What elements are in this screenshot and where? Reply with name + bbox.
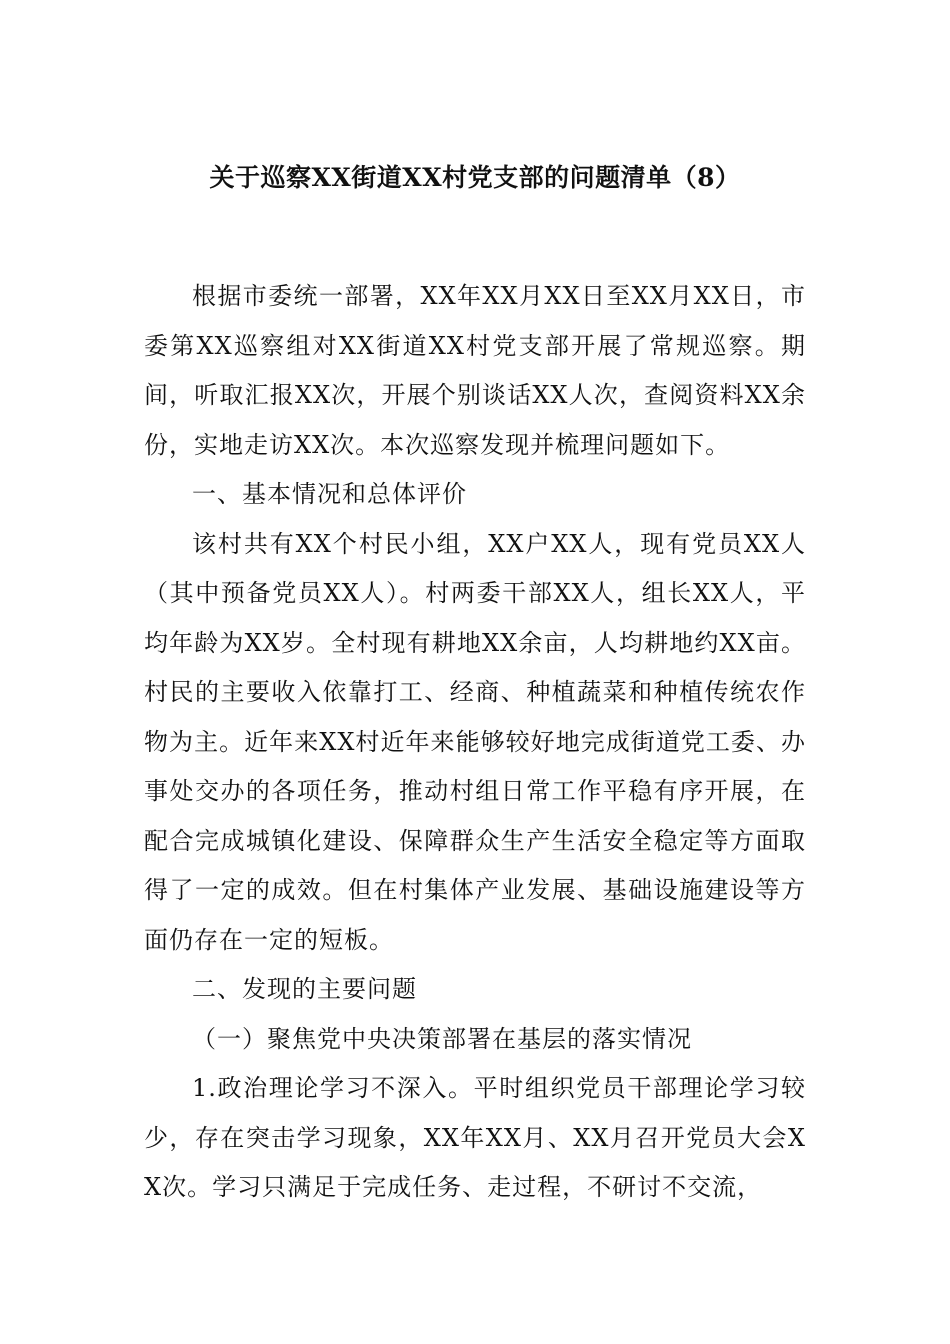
subsection-heading-central-policy: （一）聚焦党中央决策部署在基层的落实情况 [192,1024,692,1053]
problem-item-1-paragraph: 1.政治理论学习不深入。平时组织党员干部理论学习较少，存在突击学习现象，XX年XX月、XX月召开党员大会XX次。学习只满足于完成任务、走过程，不研讨不交流， [144,1074,806,1201]
section-heading-main-problems: 二、发现的主要问题 [192,975,417,1003]
basic-situation-paragraph: 该村共有XX个村民小组，XX户XX人，现有党员XX人（其中预备党员XX人）。村两委干部XX人，组长XX人，平均年龄为XX岁。全村现有耕地XX余亩，人均耕地约XX亩。村民的主要收入依靠打工、经商、种植蔬菜和种植传统农作物为主。近年来XX村近年来能够较好地完成街道党工委、办事处交办的各项任务，推动村组日常工作平稳有序开展，在配合完成城镇化建设、保障群众生产生活安全稳定等方面取得了一定的成效。但在村集体产业发展、基础设施建设等方面仍存在一定的短板。 [144,529,806,954]
section-heading-basic-situation: 一、基本情况和总体评价 [192,480,467,508]
intro-paragraph: 根据市委统一部署，XX年XX月XX日至XX月XX日，市委第XX巡察组对XX街道XX村党支部开展了常规巡察。期间，听取汇报XX次，开展个别谈话XX人次，查阅资料XX余份，实地走访XX次。本次巡察发现并梳理问题如下。 [144,282,806,459]
document-title: 关于巡察XX街道XX村党支部的问题清单（8） [209,163,741,192]
document-body [144,272,806,1213]
